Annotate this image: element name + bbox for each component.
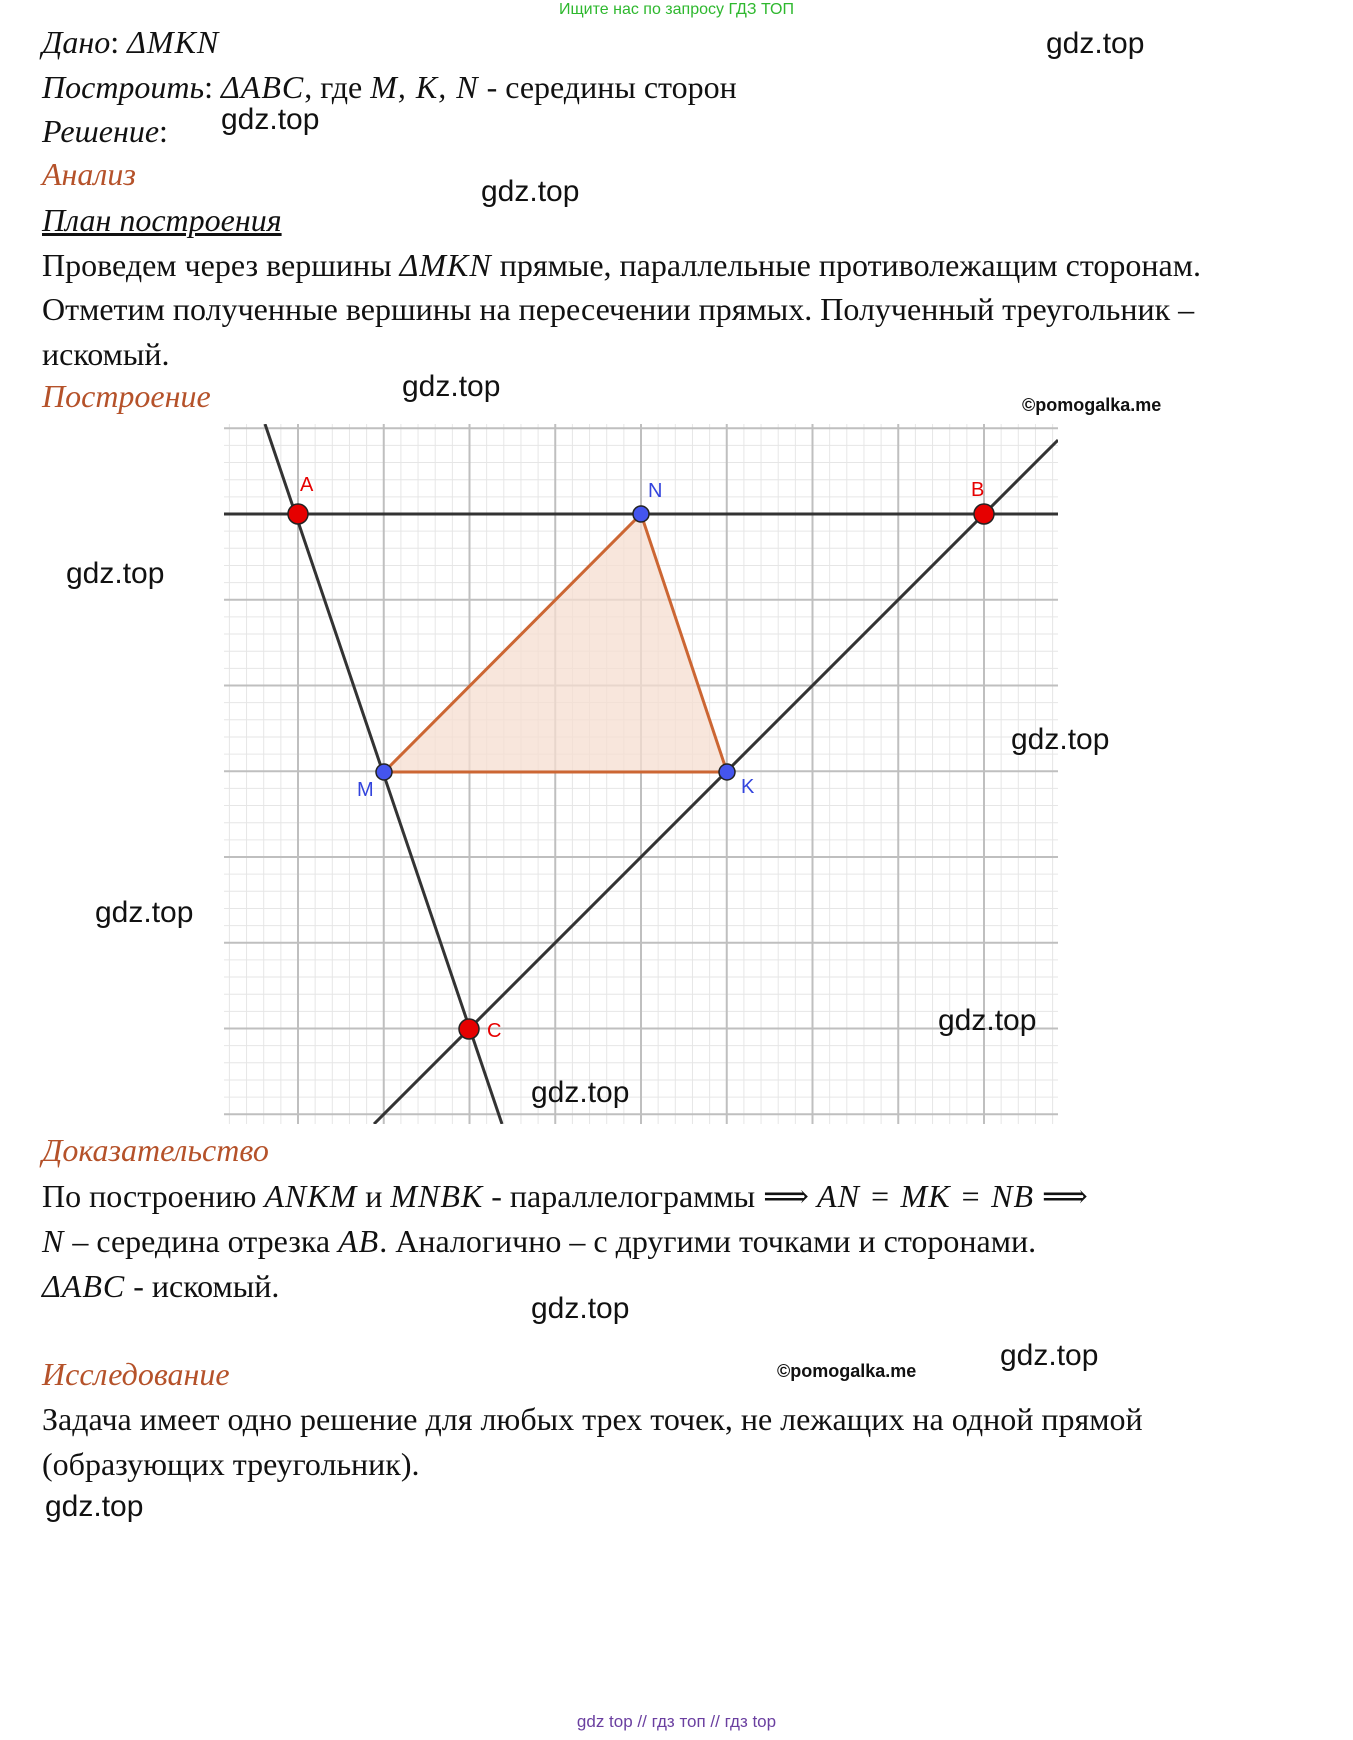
proof-point-n: N: [42, 1223, 65, 1259]
solution-label: Решение: [42, 113, 160, 149]
plan-line-3: искомый.: [42, 336, 170, 372]
build-label: Построить: [42, 69, 205, 105]
proof-heading: Доказательство: [42, 1132, 269, 1168]
proof-triangle: ΔABC: [42, 1268, 126, 1304]
watermark: gdz.top: [1046, 27, 1145, 60]
watermark: gdz.top: [1011, 723, 1110, 756]
watermark: gdz.top: [402, 370, 501, 403]
proof-line-2-end: . Аналогично – с другими точками и сторонами.: [379, 1223, 1037, 1259]
proof-implies: ⟹: [1034, 1178, 1088, 1214]
analysis-heading: Анализ: [42, 156, 136, 192]
plan-line-2: Отметим полученные вершины на пересечении прямых. Полученный треугольник –: [42, 291, 1195, 327]
label-c: C: [487, 1020, 502, 1042]
build-points: M, K, N: [370, 69, 479, 105]
solution-line: Решение:: [42, 113, 168, 149]
label-k: K: [741, 776, 755, 798]
proof-parallelogram-1: ANKM: [264, 1178, 358, 1214]
watermark: gdz.top: [481, 175, 580, 208]
watermark: gdz.top: [221, 103, 320, 136]
plan-line-1-end: прямые, параллельные противолежащим сторонам.: [491, 247, 1201, 283]
label-b: B: [971, 479, 985, 501]
watermark: gdz.top: [95, 896, 194, 929]
build-rest: - середины сторон: [478, 69, 737, 105]
proof-segment-ab: AB: [338, 1223, 380, 1259]
watermark: gdz.top: [66, 557, 165, 590]
proof-line-2-mid: – середина отрезка: [64, 1223, 339, 1259]
top-banner[interactable]: Ищите нас по запросу ГДЗ ТОП: [559, 1, 794, 18]
watermark: gdz.top: [45, 1490, 144, 1523]
label-m: M: [357, 779, 374, 801]
research-line-1: Задача имеет одно решение для любых трех точек, не лежащих на одной прямой: [42, 1401, 1143, 1437]
research-heading: Исследование: [42, 1356, 230, 1392]
copyright-top[interactable]: ©pomogalka.me: [1022, 395, 1162, 415]
proof-equality: AN = MK = NB: [817, 1178, 1035, 1214]
research-line-2: (образующих треугольник).: [42, 1446, 420, 1482]
proof-line-1: [42, 1176, 1088, 1216]
proof-line-3-end: - искомый.: [125, 1268, 280, 1304]
plan-line-1-start: Проведем через вершины: [42, 247, 400, 283]
construction-figure: [220, 420, 1062, 1128]
build-mid: , где: [304, 69, 371, 105]
build-line: Построить: ΔABC, где M, K, N - середины сторон: [42, 69, 737, 105]
construction-heading: Построение: [42, 378, 211, 414]
point-b[interactable]: [974, 504, 994, 524]
proof-line-1-start: По построению: [42, 1178, 265, 1214]
point-m[interactable]: [376, 764, 392, 780]
given-line: Дано: ΔMKN: [42, 24, 220, 60]
proof-line-3: [42, 1266, 279, 1306]
proof-line-1-mid: - параллелограммы ⟹: [483, 1178, 818, 1214]
label-n: N: [648, 480, 663, 502]
proof-parallelogram-2: MNBK: [390, 1178, 484, 1214]
proof-line-2: [42, 1221, 1036, 1261]
footer-links[interactable]: gdz top // гдз топ // гдз top: [576, 1712, 777, 1731]
watermark: gdz.top: [1000, 1339, 1099, 1372]
point-k[interactable]: [719, 764, 735, 780]
watermark: gdz.top: [531, 1076, 630, 1109]
build-triangle: ΔABC: [220, 69, 305, 105]
watermark: gdz.top: [938, 1004, 1037, 1037]
plan-line-1: [42, 245, 1201, 285]
copyright-bottom[interactable]: ©pomogalka.me: [777, 1361, 917, 1381]
watermark: gdz.top: [531, 1292, 630, 1325]
given-value: ΔMKN: [127, 24, 220, 60]
given-label: Дано: [42, 24, 111, 60]
proof-and: и: [357, 1178, 391, 1214]
point-n[interactable]: [633, 506, 649, 522]
point-a[interactable]: [288, 504, 308, 524]
label-a: A: [300, 474, 314, 496]
plan-heading: План построения: [42, 202, 282, 238]
plan-line-1-triangle: ΔMKN: [399, 247, 492, 283]
point-c[interactable]: [459, 1019, 479, 1039]
